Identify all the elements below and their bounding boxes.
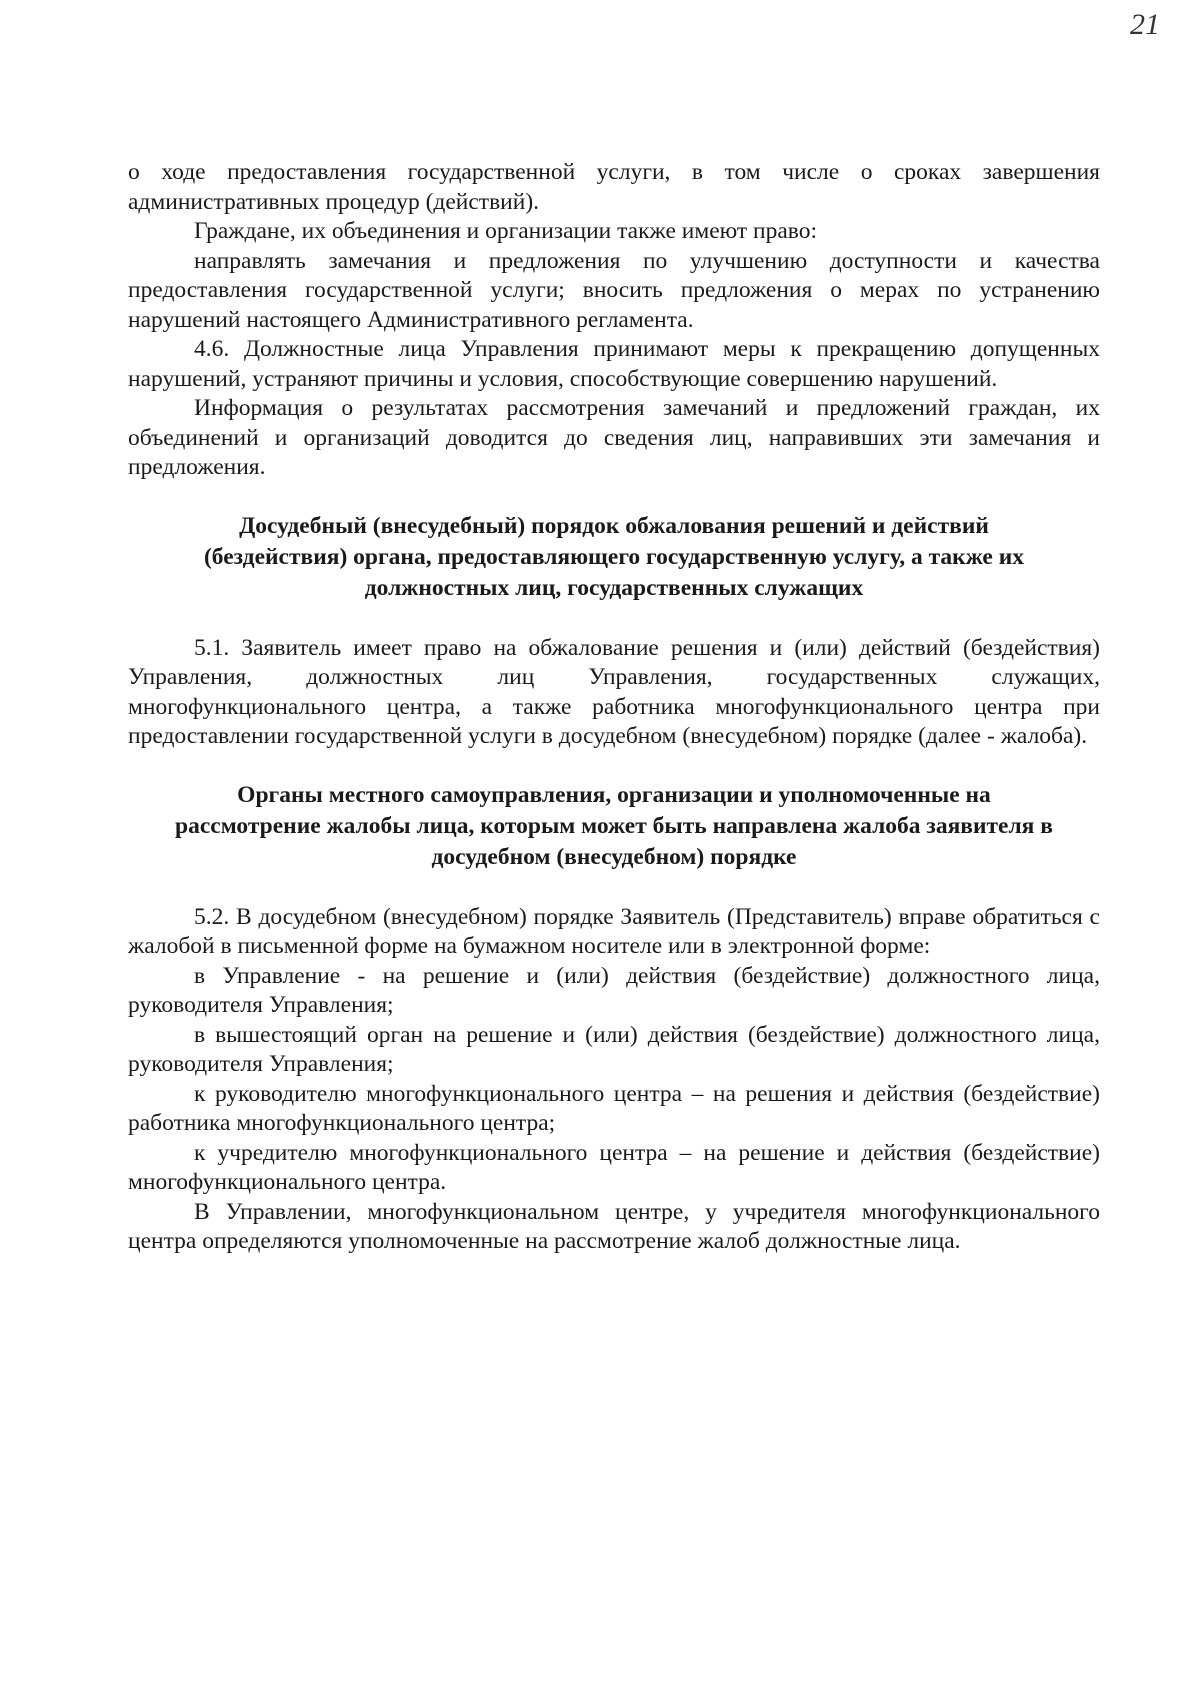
paragraph: 5.1. Заявитель имеет право на обжалование решения и (или) действий (бездействия) Управления, должностных лиц Управления, государственных служащих, многофункционального центра, а также работника многофункционального центра при предоставлении государственной услуги в досудебном (внесудебном) порядке (далее - жалоба). bbox=[128, 634, 1100, 749]
paragraph: 5.2. В досудебном (внесудебном) порядке Заявитель (Представитель) вправе обратиться с жалобой в письменной форме на бумажном носителе или в электронной форме: bbox=[128, 903, 1100, 959]
paragraph: в Управление - на решение и (или) действия (бездействие) должностного лица, руководителя Управления; bbox=[128, 962, 1100, 1018]
paragraph: к руководителю многофункционального центра – на решения и действия (бездействие) работника многофункционального центра; bbox=[128, 1080, 1100, 1136]
paragraph: Информация о результатах рассмотрения замечаний и предложений граждан, их объединений и организаций доводится до сведения лиц, направивших эти замечания и предложения. bbox=[128, 395, 1100, 480]
page-number: 21 bbox=[1130, 8, 1160, 41]
paragraph: о ходе предоставления государственной услуги, в том числе о сроках завершения административных процедур (действий). bbox=[128, 159, 1100, 215]
paragraph: В Управлении, многофункциональном центре, у учредителя многофункционального центра определяются уполномоченные на рассмотрение жалоб должностные лица. bbox=[128, 1198, 1100, 1254]
paragraph: к учредителю многофункционального центра – на решение и действия (бездействие) многофункционального центра. bbox=[128, 1139, 1100, 1195]
section-heading: Досудебный (внесудебный) порядок обжалования решений и действий (бездействия) органа, предоставляющего государственную услугу, а также их должностных лиц, государственных служащих bbox=[203, 512, 1025, 601]
paragraph: 4.6. Должностные лица Управления принимают меры к прекращению допущенных нарушений, устраняют причины и условия, способствующие совершению нарушений. bbox=[128, 336, 1100, 392]
paragraph: Граждане, их объединения и организации также имеют право: bbox=[194, 218, 818, 244]
section-heading: Органы местного самоуправления, организации и уполномоченные на рассмотрение жалобы лица, которым может быть направлена жалоба заявителя в досудебном (внесудебном) порядке bbox=[175, 781, 1053, 870]
paragraph: направлять замечания и предложения по улучшению доступности и качества предоставления государственной услуги; вносить предложения о мерах по устранению нарушений настоящего Административного регламента. bbox=[128, 247, 1100, 333]
document-body bbox=[128, 158, 1100, 1257]
paragraph: в вышестоящий орган на решение и (или) действия (бездействие) должностного лица, руководителя Управления; bbox=[128, 1021, 1100, 1077]
